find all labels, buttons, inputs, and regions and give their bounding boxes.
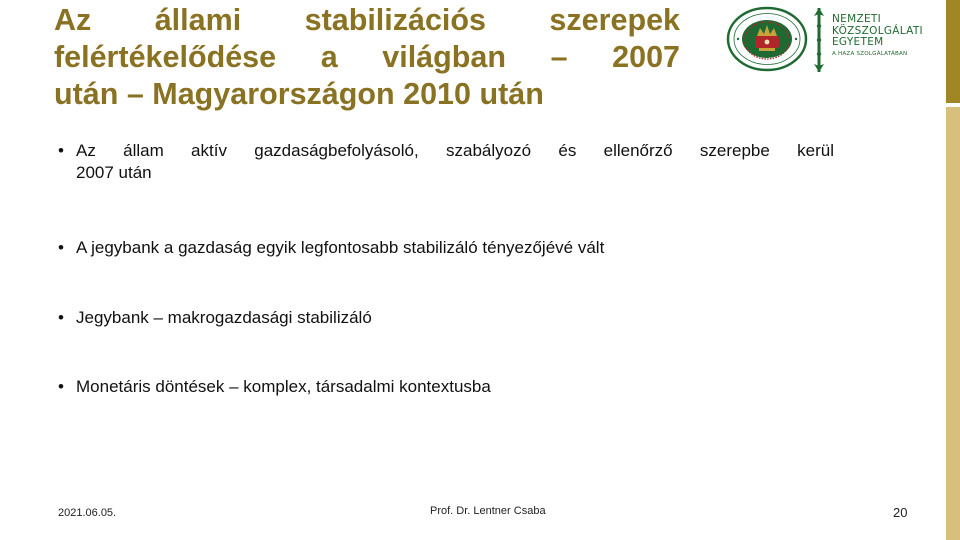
- bullet-marker: •: [58, 308, 64, 327]
- footer-author: Prof. Dr. Lentner Csaba: [430, 505, 546, 517]
- bullet-item-2: [56, 237, 854, 259]
- title-line-3: után – Magyarországon 2010 után: [54, 77, 544, 111]
- bullet-3-text: Jegybank – makrogazdasági stabilizáló: [76, 308, 372, 327]
- title-line-1: Az állami stabilizációs szerepek: [54, 3, 680, 37]
- bullet-1-line-2: 2007 után: [76, 163, 152, 182]
- bullet-1-line-1: Az állam aktív gazdaságbefolyásoló, szabályozó és ellenőrző szerepbe kerül: [76, 141, 834, 160]
- logo-divider-ornament: [812, 6, 826, 74]
- university-seal-logo: [726, 6, 808, 72]
- bullet-marker: •: [58, 238, 64, 257]
- bullet-item-3: [56, 307, 854, 329]
- bullet-marker: •: [58, 141, 64, 160]
- accent-bar-bottom: [946, 107, 960, 540]
- bullet-4-text: Monetáris döntések – komplex, társadalmi kontextusba: [76, 377, 491, 396]
- logo-name-line-2: KÖZSZOLGÁLATI: [832, 24, 923, 37]
- slide-title: [54, 2, 680, 113]
- bullet-list: [56, 140, 834, 396]
- logo-name-line-3: EGYETEM: [832, 36, 884, 48]
- bullet-2-text: A jegybank a gazdaság egyik legfontosabb stabilizáló tényezőjévé vált: [76, 238, 605, 257]
- university-name-logo: [832, 14, 942, 58]
- footer-date: 2021.06.05.: [58, 507, 117, 519]
- page-number: 20: [893, 505, 908, 520]
- title-line-2: felértékelődése a világban – 2007: [54, 40, 680, 74]
- bullet-item-4: [56, 376, 854, 398]
- logo-tagline: A HAZA SZOLGÁLATÁBAN: [832, 50, 908, 57]
- bullet-marker: •: [58, 377, 64, 396]
- logo-name-line-1: NEMZETI: [832, 13, 881, 25]
- bullet-item-1: [56, 140, 834, 184]
- accent-bar-top: [946, 0, 960, 103]
